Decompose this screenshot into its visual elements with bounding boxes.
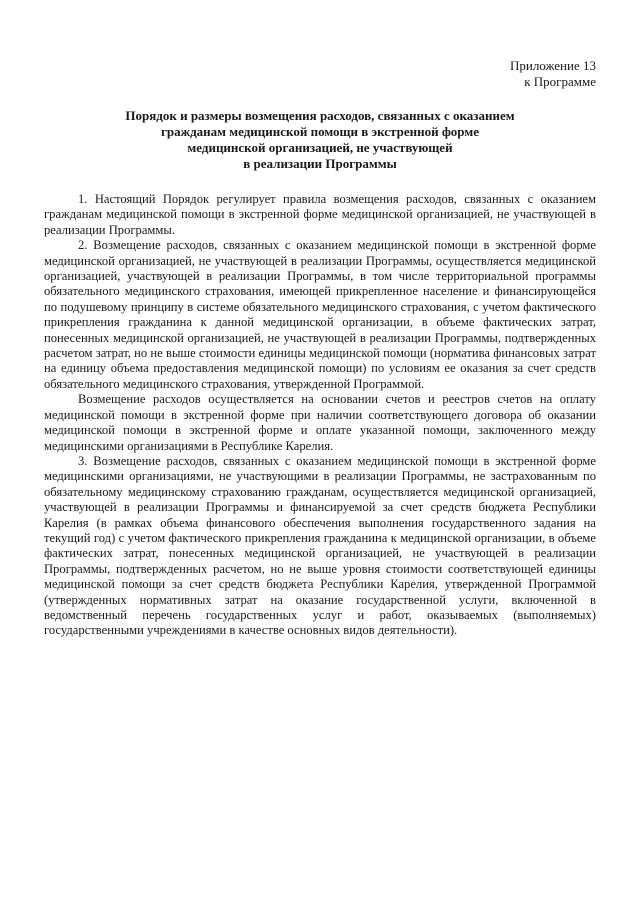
- appendix-reference: [44, 58, 596, 90]
- title-line-1: Порядок и размеры возмещения расходов, связанных с оказанием: [125, 108, 515, 123]
- paragraph-3: Возмещение расходов осуществляется на основании счетов и реестров счетов на оплату медицинской помощи в экстренной форме при наличии соответствующего договора об оказании медицинской помощи в экстренной форме и оплате указанной помощи, заключенного между медицинскими организациями в Республике Карелия.: [44, 392, 596, 453]
- appendix-target: к Программе: [524, 74, 596, 89]
- title-line-4: в реализации Программы: [243, 156, 397, 171]
- appendix-number: Приложение 13: [509, 58, 596, 73]
- document-title: [44, 108, 596, 172]
- title-line-2: гражданам медицинской помощи в экстренной форме: [161, 124, 479, 139]
- paragraph-2: 2. Возмещение расходов, связанных с оказанием медицинской помощи в экстренной форме медицинской организацией, не участвующей в реализации Программы, осуществляется медицинской организацией, участвующей в реализации Программы, в том числе территориальной программы обязательного медицинского страхования, имеющей прикрепленное население и финансирующейся по подушевому принципу в системе обязательного медицинского страхования, с учетом фактического прикрепления гражданина к данной медицинской организации, в объеме фактических затрат, понесенных медицинской организацией, не участвующей в реализации Программы, подтвержденных расчетом затрат, но не выше стоимости единицы медицинской помощи (норматива финансовых затрат на единицу объема предоставления медицинской помощи) по условиям ее оказания за счет средств обязательного медицинского страхования, утвержденной Программой.: [44, 238, 596, 391]
- paragraph-4: 3. Возмещение расходов, связанных с оказанием медицинской помощи в экстренной форме медицинскими организациями, не участвующими в реализации Программы, не застрахованным по обязательному медицинскому страхованию гражданам, осуществляется медицинской организацией, участвующей в реализации Программы и финансируемой за счет средств бюджета Республики Карелия (в рамках объема финансового обеспечения выполнения государственного задания на текущий год) с учетом фактического прикрепления гражданина к медицинской организации, в объеме фактических затрат, понесенных медицинской организацией, не участвующей в реализации Программы, подтвержденных расчетом, но не выше уровня стоимости соответствующей единицы медицинской помощи за счет средств бюджета Республики Карелия, утвержденной Программой (утвержденных нормативных затрат на оказание государственной услуги, включенной в ведомственный перечень государственных услуг и работ, оказываемых (выполняемых) государственными учреждениями в качестве основных видов деятельности).: [44, 453, 596, 638]
- document-body: [44, 192, 596, 639]
- document-page: [44, 58, 596, 639]
- paragraph-1: 1. Настоящий Порядок регулирует правила возмещения расходов, связанных с оказанием гражданам медицинской помощи в экстренной форме медицинской организацией, не участвующей в реализации Программы.: [44, 192, 596, 237]
- title-line-3: медицинской организацией, не участвующей: [187, 140, 453, 155]
